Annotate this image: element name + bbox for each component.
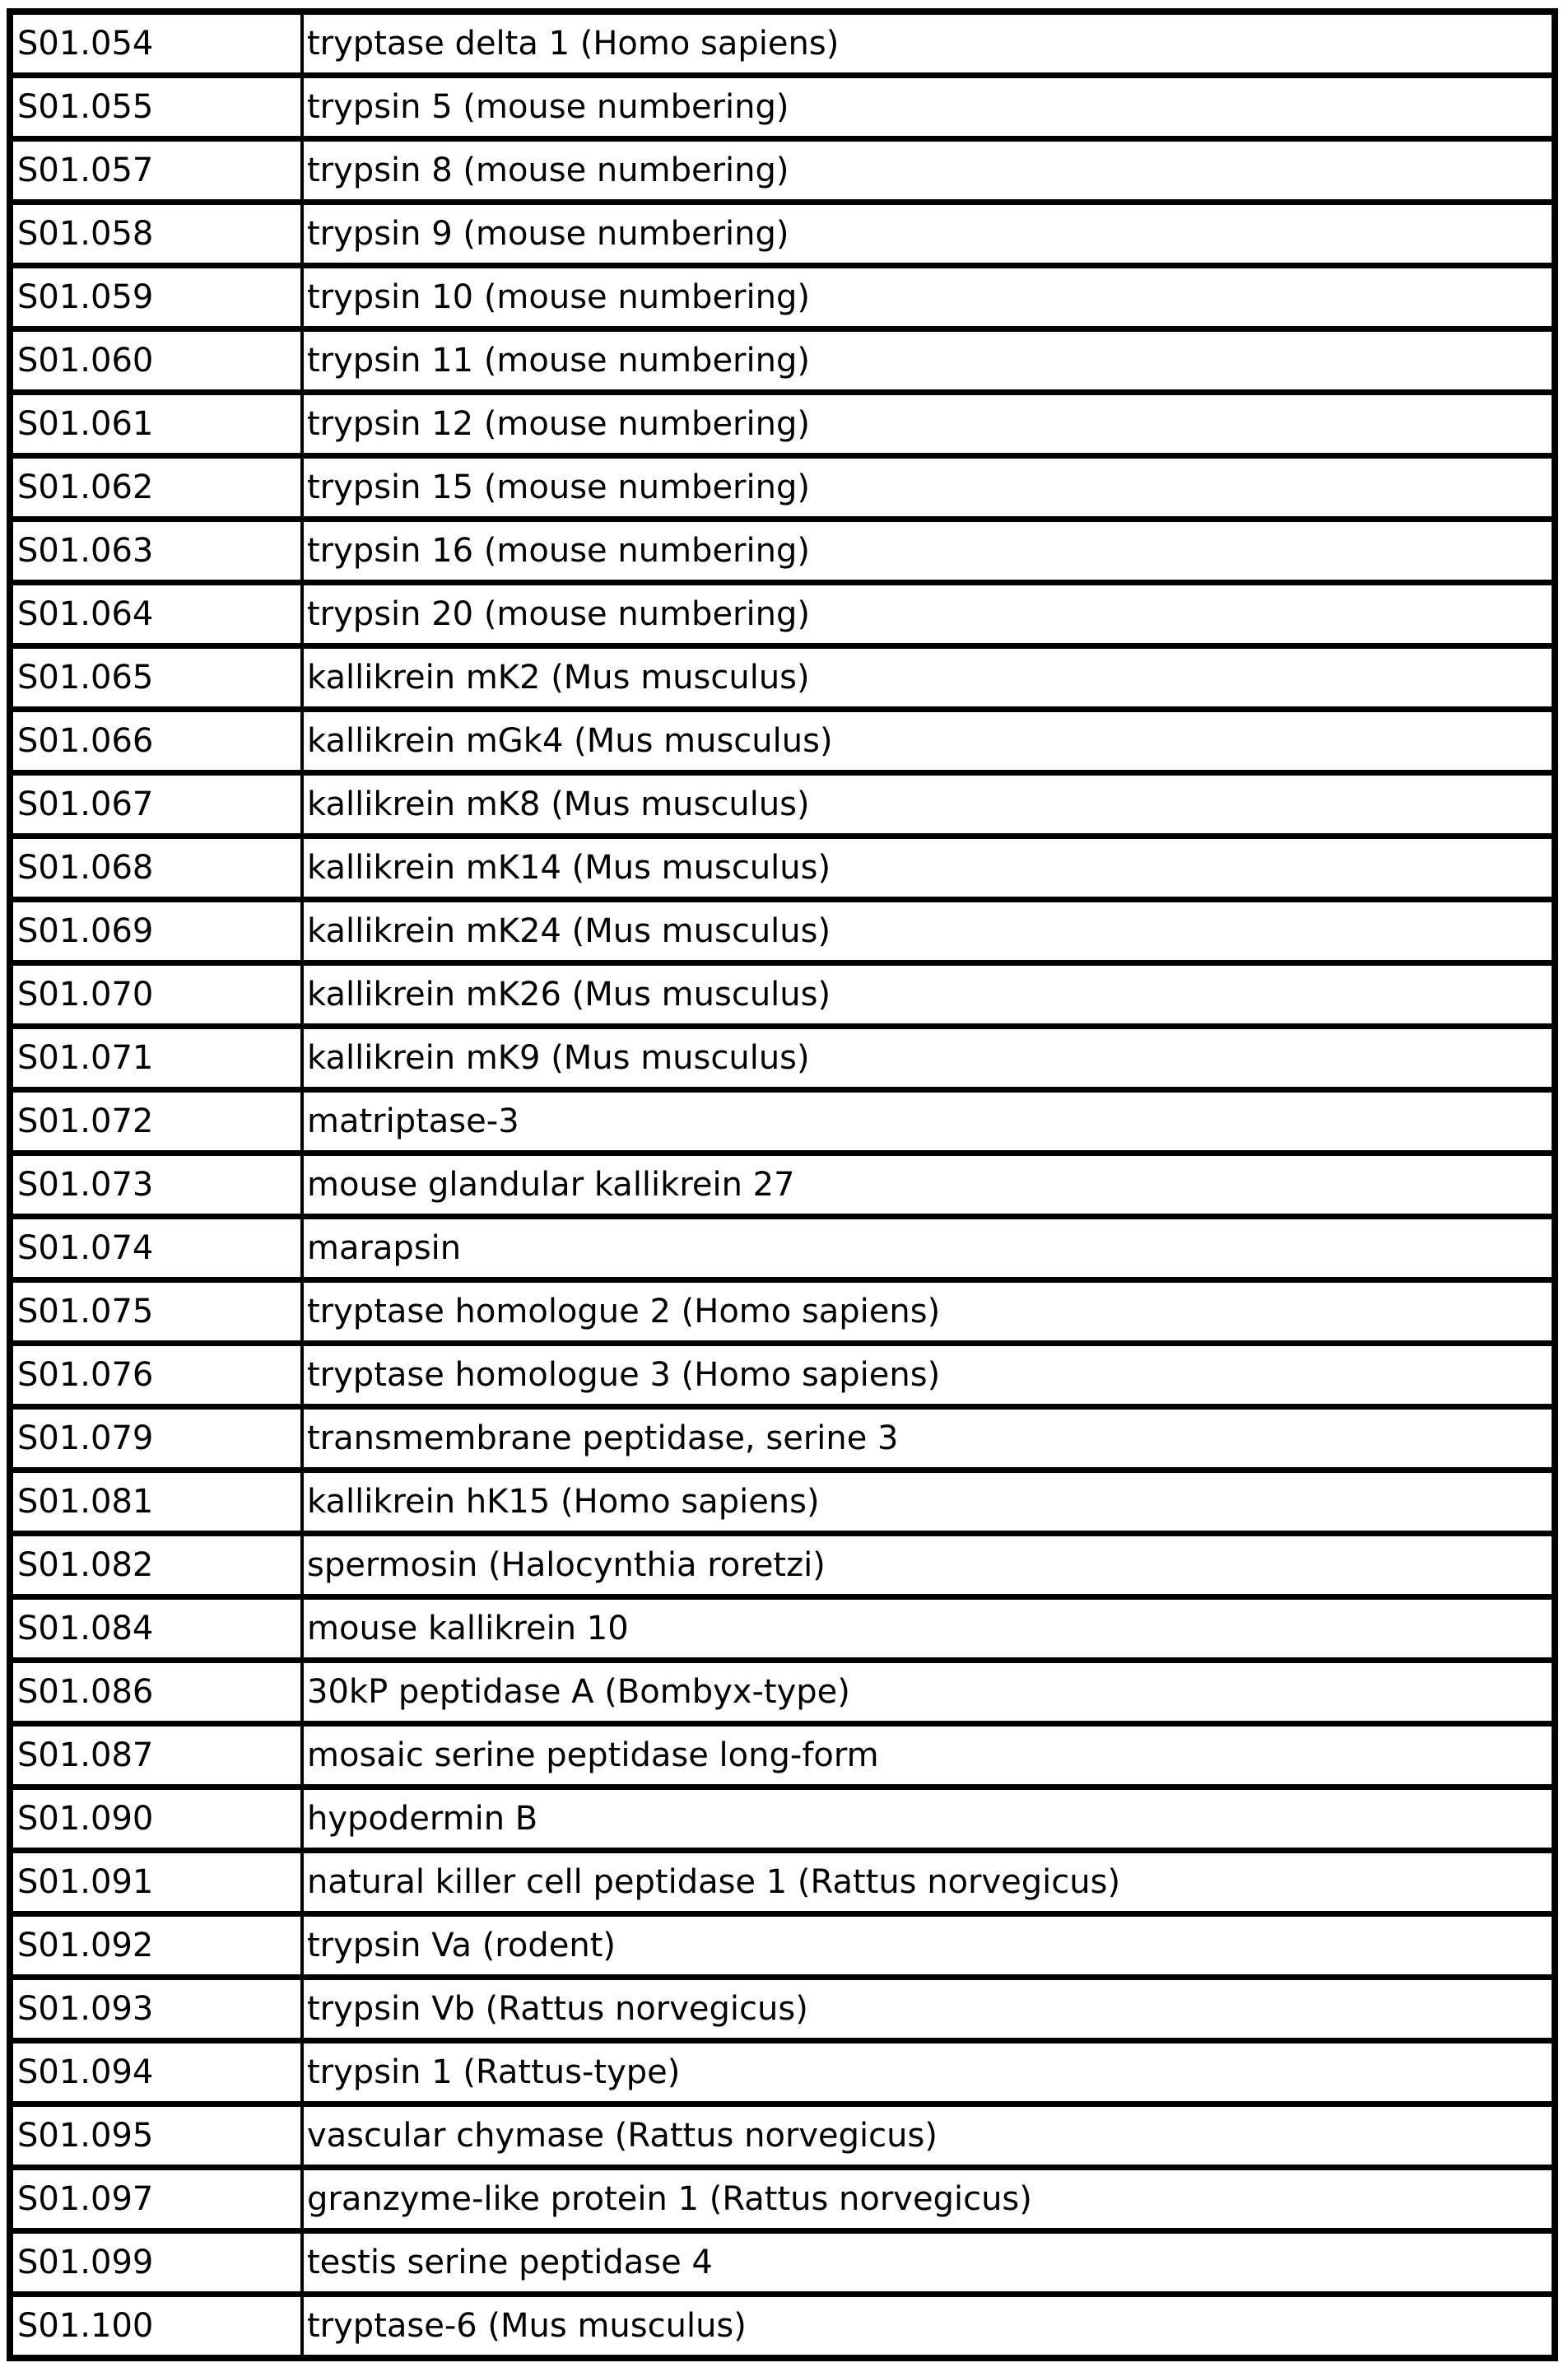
table-row (10, 1090, 1555, 1153)
peptidase-id-cell: S01.072 (10, 1090, 302, 1153)
peptidase-name-cell: spermosin (Halocynthia roretzi) (302, 1534, 1555, 1597)
table-row (10, 393, 1555, 456)
peptidase-name-cell: kallikrein mK14 (Mus musculus) (302, 836, 1555, 900)
table-row (10, 646, 1555, 710)
peptidase-table-body (10, 12, 1555, 2358)
peptidase-id-cell: S01.092 (10, 1914, 302, 1978)
peptidase-name-cell: trypsin 11 (mouse numbering) (302, 329, 1555, 393)
peptidase-name-cell: trypsin 20 (mouse numbering) (302, 583, 1555, 646)
peptidase-name-cell: kallikrein mK26 (Mus musculus) (302, 963, 1555, 1027)
peptidase-id-cell: S01.070 (10, 963, 302, 1027)
table-row (10, 2041, 1555, 2104)
peptidase-id-cell: S01.060 (10, 329, 302, 393)
table-row (10, 963, 1555, 1027)
peptidase-name-cell: matriptase-3 (302, 1090, 1555, 1153)
peptidase-name-cell: hypodermin B (302, 1787, 1555, 1851)
peptidase-id-cell: S01.091 (10, 1851, 302, 1914)
peptidase-name-cell: kallikrein hK15 (Homo sapiens) (302, 1470, 1555, 1534)
peptidase-name-cell: natural killer cell peptidase 1 (Rattus norvegicus) (302, 1851, 1555, 1914)
table-row (10, 1407, 1555, 1470)
peptidase-name-cell: trypsin 16 (mouse numbering) (302, 520, 1555, 583)
table-row (10, 1217, 1555, 1280)
peptidase-name-cell: mouse glandular kallikrein 27 (302, 1153, 1555, 1217)
peptidase-id-cell: S01.087 (10, 1724, 302, 1787)
table-row (10, 203, 1555, 266)
table-row (10, 1534, 1555, 1597)
table-row (10, 1914, 1555, 1978)
peptidase-name-cell: trypsin 5 (mouse numbering) (302, 76, 1555, 139)
peptidase-id-cell: S01.075 (10, 1280, 302, 1344)
table-row (10, 520, 1555, 583)
table-row (10, 900, 1555, 963)
table-row (10, 2104, 1555, 2168)
peptidase-name-cell: marapsin (302, 1217, 1555, 1280)
peptidase-id-cell: S01.068 (10, 836, 302, 900)
table-row (10, 1597, 1555, 1661)
peptidase-id-cell: S01.058 (10, 203, 302, 266)
table-row (10, 456, 1555, 520)
peptidase-id-cell: S01.099 (10, 2231, 302, 2295)
peptidase-id-cell: S01.065 (10, 646, 302, 710)
peptidase-id-cell: S01.100 (10, 2295, 302, 2359)
peptidase-name-cell: kallikrein mK2 (Mus musculus) (302, 646, 1555, 710)
table-row (10, 76, 1555, 139)
peptidase-id-cell: S01.086 (10, 1661, 302, 1724)
peptidase-name-cell: trypsin Va (rodent) (302, 1914, 1555, 1978)
peptidase-name-cell: tryptase homologue 2 (Homo sapiens) (302, 1280, 1555, 1344)
table-row (10, 1470, 1555, 1534)
table-row (10, 583, 1555, 646)
peptidase-id-cell: S01.079 (10, 1407, 302, 1470)
peptidase-id-cell: S01.054 (10, 12, 302, 76)
table-row (10, 773, 1555, 836)
table-row (10, 139, 1555, 203)
table-row (10, 12, 1555, 76)
peptidase-id-cell: S01.071 (10, 1027, 302, 1090)
table-row (10, 2231, 1555, 2295)
table-row (10, 1661, 1555, 1724)
peptidase-name-cell: trypsin 10 (mouse numbering) (302, 266, 1555, 329)
peptidase-id-cell: S01.074 (10, 1217, 302, 1280)
peptidase-id-cell: S01.063 (10, 520, 302, 583)
table-row (10, 836, 1555, 900)
peptidase-name-cell: tryptase homologue 3 (Homo sapiens) (302, 1344, 1555, 1407)
peptidase-name-cell: mosaic serine peptidase long-form (302, 1724, 1555, 1787)
table-row (10, 1344, 1555, 1407)
peptidase-name-cell: tryptase-6 (Mus musculus) (302, 2295, 1555, 2359)
peptidase-id-cell: S01.064 (10, 583, 302, 646)
peptidase-name-cell: 30kP peptidase A (Bombyx-type) (302, 1661, 1555, 1724)
table-row (10, 1724, 1555, 1787)
peptidase-id-cell: S01.059 (10, 266, 302, 329)
peptidase-id-cell: S01.081 (10, 1470, 302, 1534)
peptidase-id-cell: S01.097 (10, 2168, 302, 2231)
peptidase-name-cell: kallikrein mK9 (Mus musculus) (302, 1027, 1555, 1090)
peptidase-id-cell: S01.095 (10, 2104, 302, 2168)
table-row (10, 266, 1555, 329)
peptidase-id-cell: S01.094 (10, 2041, 302, 2104)
peptidase-name-cell: vascular chymase (Rattus norvegicus) (302, 2104, 1555, 2168)
peptidase-name-cell: mouse kallikrein 10 (302, 1597, 1555, 1661)
table-row (10, 1851, 1555, 1914)
table-row (10, 1027, 1555, 1090)
table-row (10, 329, 1555, 393)
peptidase-name-cell: trypsin Vb (Rattus norvegicus) (302, 1978, 1555, 2041)
peptidase-name-cell: tryptase delta 1 (Homo sapiens) (302, 12, 1555, 76)
peptidase-name-cell: trypsin 15 (mouse numbering) (302, 456, 1555, 520)
peptidase-name-cell: testis serine peptidase 4 (302, 2231, 1555, 2295)
peptidase-id-cell: S01.084 (10, 1597, 302, 1661)
peptidase-id-cell: S01.066 (10, 710, 302, 773)
peptidase-id-cell: S01.061 (10, 393, 302, 456)
table-row (10, 1787, 1555, 1851)
peptidase-name-cell: transmembrane peptidase, serine 3 (302, 1407, 1555, 1470)
peptidase-id-cell: S01.093 (10, 1978, 302, 2041)
peptidase-id-cell: S01.055 (10, 76, 302, 139)
peptidase-name-cell: kallikrein mK24 (Mus musculus) (302, 900, 1555, 963)
peptidase-id-cell: S01.057 (10, 139, 302, 203)
peptidase-name-cell: trypsin 8 (mouse numbering) (302, 139, 1555, 203)
peptidase-table (7, 8, 1558, 2361)
peptidase-id-cell: S01.069 (10, 900, 302, 963)
peptidase-id-cell: S01.090 (10, 1787, 302, 1851)
peptidase-name-cell: granzyme-like protein 1 (Rattus norvegicus) (302, 2168, 1555, 2231)
table-row (10, 1280, 1555, 1344)
peptidase-id-cell: S01.062 (10, 456, 302, 520)
peptidase-name-cell: kallikrein mK8 (Mus musculus) (302, 773, 1555, 836)
peptidase-name-cell: trypsin 12 (mouse numbering) (302, 393, 1555, 456)
table-row (10, 2168, 1555, 2231)
peptidase-name-cell: trypsin 1 (Rattus-type) (302, 2041, 1555, 2104)
peptidase-id-cell: S01.082 (10, 1534, 302, 1597)
peptidase-name-cell: trypsin 9 (mouse numbering) (302, 203, 1555, 266)
peptidase-name-cell: kallikrein mGk4 (Mus musculus) (302, 710, 1555, 773)
table-row (10, 1153, 1555, 1217)
table-row (10, 710, 1555, 773)
peptidase-id-cell: S01.076 (10, 1344, 302, 1407)
table-row (10, 2295, 1555, 2359)
table-row (10, 1978, 1555, 2041)
peptidase-id-cell: S01.067 (10, 773, 302, 836)
peptidase-id-cell: S01.073 (10, 1153, 302, 1217)
